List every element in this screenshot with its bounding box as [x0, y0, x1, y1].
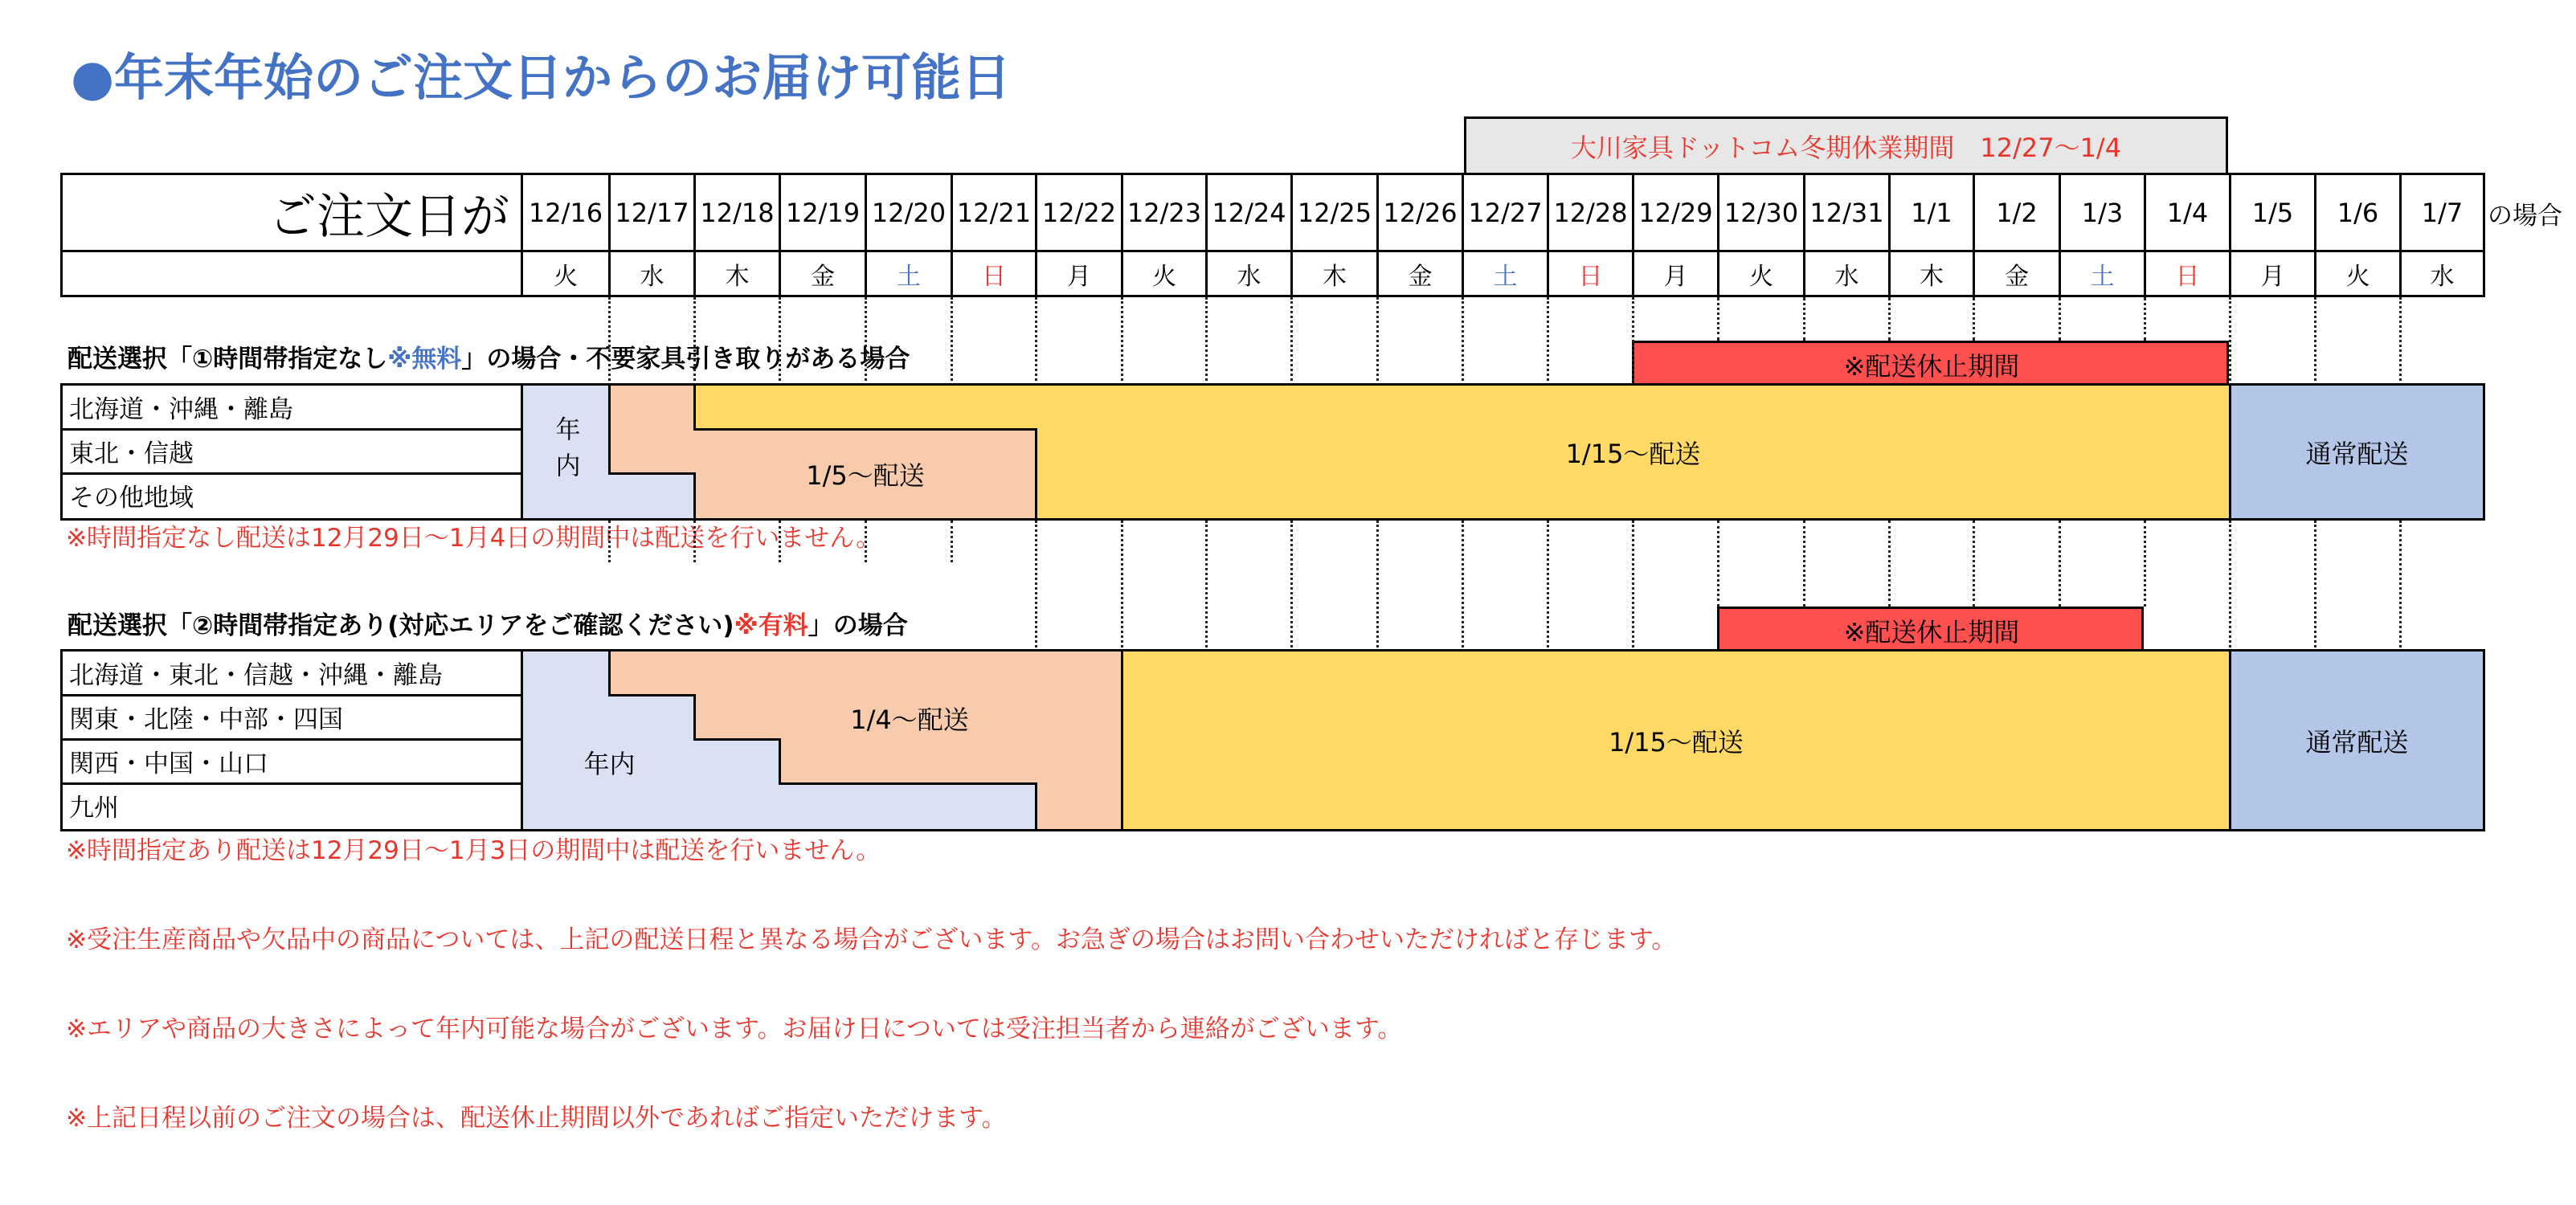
section2-note: ※時間指定あり配送は12月29日〜1月3日の期間中は配送を行いません。 — [66, 836, 881, 865]
s2-peach-r4 — [1035, 784, 1121, 829]
band-edge — [608, 649, 611, 696]
s1-suspension-label: ※配送休止期間 — [1843, 350, 2020, 382]
column-guide — [2399, 297, 2402, 386]
weekday-cell: 火 — [2345, 262, 2370, 291]
column-guide — [2314, 521, 2316, 652]
s1-region-label: 東北・信越 — [69, 439, 194, 468]
weekday-cell: 金 — [1408, 262, 1433, 291]
column-guide — [1717, 521, 1719, 607]
footnote-3: ※上記日程以前のご注文の場合は、配送休止期間以外であればご指定いただけます。 — [66, 1104, 1007, 1133]
column-guide — [1547, 297, 1549, 386]
s2-peach-r3 — [779, 740, 1121, 784]
s2-region-label: 関東・北陸・中部・四国 — [69, 705, 343, 734]
date-cell: 12/24 — [1212, 197, 1286, 228]
s2-peach-label: 1/4〜配送 — [850, 704, 969, 735]
band-edge — [693, 694, 696, 741]
s1-nennai-label: 年内 — [550, 415, 580, 488]
date-cell: 1/1 — [1911, 197, 1952, 228]
date-cell: 12/28 — [1553, 197, 1628, 228]
weekday-cell: 日 — [1578, 262, 1603, 291]
weekday-cell: 月 — [1663, 262, 1688, 291]
column-guide — [1290, 297, 1293, 386]
weekday-cell: 水 — [2430, 262, 2455, 291]
section1-label: 配送選択「①時間帯指定なし※無料」の場合・不要家具引き取りがある場合 — [67, 345, 910, 374]
grid-line — [60, 829, 2485, 831]
date-cell: 1/2 — [1996, 197, 2038, 228]
column-guide — [608, 297, 611, 386]
column-guide — [1376, 521, 1379, 652]
date-cell: 12/22 — [1041, 197, 1117, 228]
column-guide — [865, 297, 867, 386]
band-edge — [608, 383, 611, 474]
weekday-cell: 水 — [1237, 262, 1261, 291]
weekday-cell: 火 — [1749, 262, 1773, 291]
s2-yellow-label: 1/15〜配送 — [1609, 726, 1744, 758]
grid-line — [60, 518, 2485, 521]
column-guide — [1888, 521, 1891, 607]
column-guide — [1376, 297, 1379, 386]
s2-region-label: 北海道・東北・信越・沖縄・離島 — [69, 661, 443, 690]
column-guide — [779, 297, 781, 386]
column-guide — [951, 521, 953, 562]
column-guide — [1205, 297, 1208, 386]
weekday-cell: 金 — [811, 262, 835, 291]
column-guide — [865, 521, 867, 562]
band-edge — [608, 472, 696, 475]
weekday-cell: 日 — [982, 262, 1006, 291]
column-guide — [1462, 521, 1464, 652]
s1-yellow-top-fill — [693, 386, 1035, 430]
column-guide — [2144, 521, 2146, 607]
band-edge — [779, 782, 1037, 785]
column-guide — [1973, 297, 1975, 341]
grid-line — [2483, 173, 2485, 297]
date-cell: 12/31 — [1809, 197, 1884, 228]
date-cell: 12/29 — [1638, 197, 1713, 228]
s1-peach-label: 1/5〜配送 — [806, 460, 925, 491]
header-suffix: の場合 — [2488, 202, 2562, 231]
weekday-cell: 水 — [1834, 262, 1859, 291]
s2-normal-label: 通常配送 — [2305, 726, 2409, 758]
grid-line — [2483, 649, 2485, 831]
date-cell: 12/19 — [785, 197, 861, 228]
weekday-cell: 火 — [1152, 262, 1176, 291]
date-cell: 12/16 — [528, 197, 603, 228]
weekday-cell: 水 — [640, 262, 664, 291]
column-guide — [2144, 297, 2146, 341]
column-guide — [1632, 521, 1634, 652]
band-edge — [608, 694, 696, 696]
column-guide — [2229, 521, 2231, 652]
footnote-1: ※受注生産商品や欠品中の商品については、上記の配送日程と異なる場合がございます。お急ぎの場合はお問い合わせいただければと存じます。 — [66, 925, 1677, 954]
weekday-cell: 土 — [2090, 262, 2115, 291]
column-guide — [2314, 297, 2316, 386]
column-guide — [693, 297, 696, 386]
s1-normal-label: 通常配送 — [2305, 438, 2409, 469]
weekday-cell: 木 — [1920, 262, 1944, 291]
weekday-cell: 日 — [2175, 262, 2200, 291]
section1-note: ※時間指定なし配送は12月29日〜1月4日の期間中は配送を行いません。 — [66, 524, 881, 553]
s2-suspension-label: ※配送休止期間 — [1843, 616, 2020, 647]
weekday-cell: 火 — [554, 262, 578, 291]
date-cell: 1/4 — [2166, 197, 2209, 228]
s1-nennai-bottom-fill — [608, 474, 693, 518]
date-cell: 1/7 — [2421, 197, 2464, 228]
footnote-2: ※エリアや商品の大きさによって年内可能な場合がございます。お届け日については受注担当者から連絡がございます。 — [66, 1015, 1403, 1044]
column-guide — [779, 521, 781, 562]
date-cell: 12/18 — [700, 197, 775, 228]
column-guide — [608, 521, 611, 562]
column-guide — [1888, 297, 1891, 341]
column-guide — [1121, 521, 1123, 652]
date-cell: 12/30 — [1723, 197, 1799, 228]
weekday-cell: 木 — [1323, 262, 1347, 291]
section2-label: 配送選択「②時間帯指定あり(対応エリアをご確認ください)※有料」の場合 — [67, 611, 908, 640]
date-cell: 12/20 — [871, 197, 947, 228]
column-guide — [2229, 297, 2231, 386]
date-cell: 12/23 — [1126, 197, 1202, 228]
closure-banner: 大川家具ドットコム冬期休業期間 12/27〜1/4 — [1464, 116, 2228, 173]
weekday-cell: 月 — [2260, 262, 2285, 291]
column-guide — [1973, 521, 1975, 607]
grid-line — [60, 295, 2485, 297]
column-guide — [2059, 521, 2061, 607]
date-cell: 12/27 — [1468, 197, 1543, 228]
s2-region-label: 関西・中国・山口 — [69, 750, 268, 778]
date-cell: 12/25 — [1297, 197, 1372, 228]
column-guide — [1717, 297, 1719, 341]
grid-line — [2483, 383, 2485, 521]
column-guide — [2399, 521, 2402, 652]
column-guide — [2059, 297, 2061, 341]
column-guide — [1462, 297, 1464, 386]
column-guide — [1803, 297, 1805, 341]
column-guide — [1035, 297, 1037, 386]
s2-region-label: 九州 — [69, 794, 119, 823]
column-guide — [1547, 521, 1549, 652]
s2-peach-r1 — [608, 652, 1121, 696]
s1-yellow-label: 1/15〜配送 — [1565, 438, 1701, 469]
date-cell: 1/6 — [2337, 197, 2379, 228]
column-guide — [1205, 521, 1208, 652]
date-cell: 12/21 — [956, 197, 1032, 228]
column-guide — [1121, 297, 1123, 386]
date-cell: 12/17 — [615, 197, 689, 228]
band-edge — [693, 738, 781, 741]
page-title: ●年末年始のご注文日からのお届け可能日 — [71, 48, 1012, 107]
s2-nennai-label: 年内 — [583, 748, 636, 779]
column-guide — [1803, 521, 1805, 607]
s1-region-label: 北海道・沖縄・離島 — [69, 395, 293, 424]
date-cell: 12/26 — [1383, 197, 1458, 228]
column-guide — [1035, 521, 1037, 652]
column-guide — [1290, 521, 1293, 652]
column-guide — [693, 521, 696, 562]
band-edge — [1035, 782, 1037, 831]
weekday-cell: 金 — [2005, 262, 2029, 291]
weekday-cell: 月 — [1067, 262, 1091, 291]
band-edge — [779, 738, 781, 785]
date-cell: 1/5 — [2251, 197, 2294, 228]
s1-region-label: その他地域 — [69, 484, 194, 513]
date-cell: 1/3 — [2081, 197, 2124, 228]
band-edge — [693, 383, 696, 430]
weekday-cell: 土 — [1493, 262, 1518, 291]
weekday-cell: 土 — [897, 262, 921, 291]
column-guide — [951, 297, 953, 386]
order-date-label: ご注文日が — [268, 188, 509, 245]
weekday-cell: 木 — [725, 262, 750, 291]
